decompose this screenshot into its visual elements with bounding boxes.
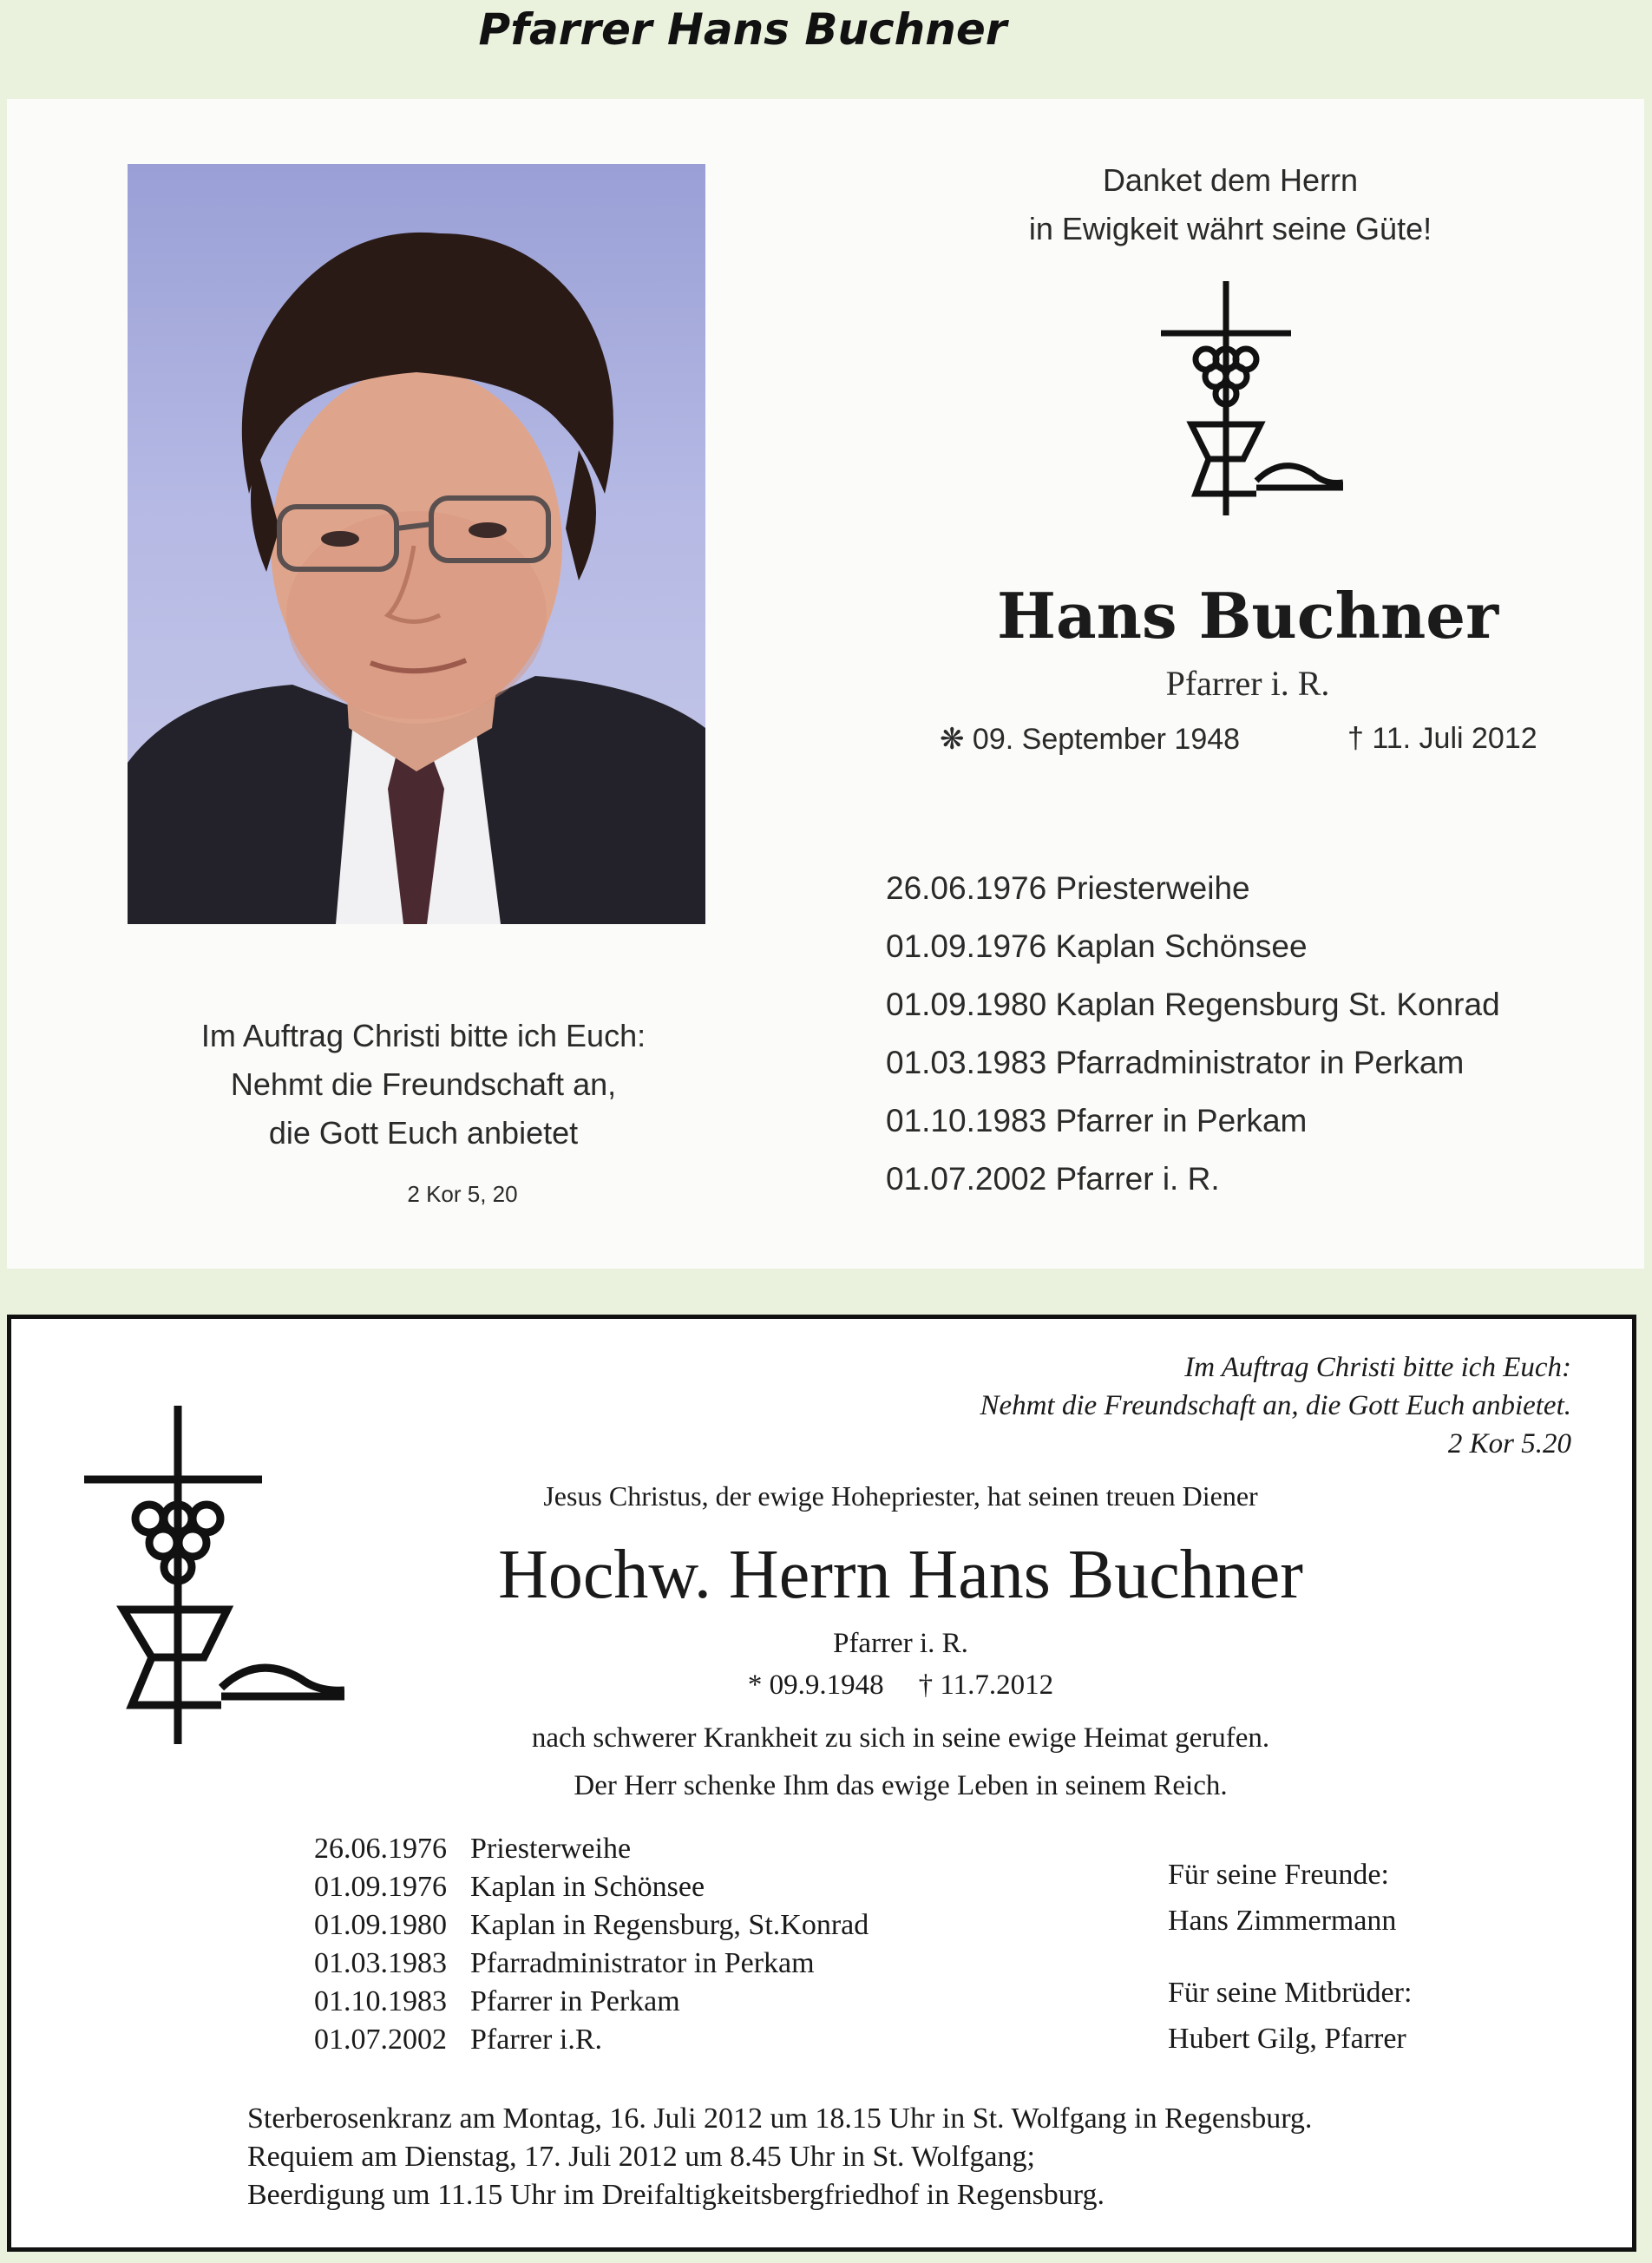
- timeline-date: 01.09.1980: [314, 1909, 447, 1941]
- closing-text: [228, 1715, 1573, 1810]
- timeline-text: Priesterweihe: [470, 1833, 632, 1865]
- friends-label: Für seine Freunde:: [1168, 1859, 1389, 1891]
- quote-line: Nehmt die Freundschaft an,: [230, 1066, 617, 1102]
- obituary-notice: [7, 1315, 1636, 2252]
- timeline-item: 01.10.1983 Pfarrer in Perkam: [886, 1103, 1308, 1138]
- quote-line: Nehmt die Freundschaft an, die Gott Euch anbietet.: [980, 1390, 1571, 1421]
- timeline-item: 26.06.1976 Priesterweihe: [886, 870, 1250, 906]
- intro-line: Jesus Christus, der ewige Hohepriester, hat seinen treuen Diener: [543, 1480, 1258, 1512]
- timeline-item: 01.09.1976 Kaplan Schönsee: [886, 928, 1308, 964]
- quote-reference: 2 Kor 5.20: [1447, 1428, 1571, 1459]
- timeline-date: 26.06.1976: [314, 1833, 447, 1865]
- quote-line: Im Auftrag Christi bitte ich Euch:: [200, 1018, 646, 1053]
- memorial-card-photo: [7, 99, 1644, 1269]
- motto-line: in Ewigkeit währt seine Güte!: [1028, 211, 1432, 246]
- timeline-item: [314, 1945, 1095, 1983]
- career-timeline: [314, 1830, 1095, 2059]
- timeline-text: Pfarrer i.R.: [470, 2024, 603, 2056]
- signatories: [1168, 1852, 1602, 2062]
- closing-line: Der Herr schenke Ihm das ewige Leben in seinem Reich.: [574, 1770, 1228, 1801]
- closing-line: nach schwerer Krankheit zu sich in seine ewige Heimat gerufen.: [531, 1722, 1270, 1754]
- timeline-item: [314, 1868, 1095, 1906]
- timeline-date: 01.07.2002: [314, 2024, 447, 2056]
- cross-chalice-icon: [1161, 281, 1343, 515]
- death-date: † 11. Juli 2012: [1347, 722, 1537, 755]
- birth-date: * 09.9.1948: [747, 1669, 884, 1701]
- timeline-item: 01.07.2002 Pfarrer i. R.: [886, 1161, 1220, 1197]
- deceased-name: Hans Buchner: [996, 579, 1499, 653]
- portrait-photo: [128, 164, 705, 924]
- timeline-item: 01.09.1980 Kaplan Regensburg St. Konrad: [886, 987, 1500, 1022]
- deceased-name: Hochw. Herrn Hans Buchner: [498, 1537, 1303, 1613]
- service-line: Sterberosenkranz am Montag, 16. Juli 2012 um 18.15 Uhr in St. Wolfgang in Regensburg.: [247, 2102, 1313, 2135]
- deceased-title: Pfarrer i. R.: [1165, 664, 1330, 703]
- brothers-name: Hubert Gilg, Pfarrer: [1168, 2023, 1406, 2055]
- career-timeline: [886, 859, 1641, 1208]
- death-date: † 11.7.2012: [918, 1669, 1054, 1701]
- timeline-text: Kaplan in Schönsee: [470, 1871, 705, 1903]
- quote-line: Im Auftrag Christi bitte ich Euch:: [1184, 1352, 1571, 1383]
- timeline-text: Pfarradministrator in Perkam: [470, 1947, 815, 1979]
- service-details: [247, 2100, 1601, 2214]
- timeline-date: 01.09.1976: [314, 1871, 447, 1903]
- deceased-title: Pfarrer i. R.: [833, 1628, 968, 1659]
- motto: [953, 156, 1508, 253]
- timeline-item: 01.03.1983 Pfarradministrator in Perkam: [886, 1045, 1465, 1080]
- page-title: Pfarrer Hans Buchner: [478, 4, 1007, 55]
- bible-quote: [111, 1012, 736, 1211]
- quote-line: die Gott Euch anbietet: [268, 1115, 579, 1151]
- timeline-item: [314, 1830, 1095, 1868]
- service-line: Beerdigung um 11.15 Uhr im Dreifaltigkeitsbergfriedhof in Regensburg.: [247, 2179, 1105, 2211]
- birth-date: ❋ 09. September 1948: [940, 723, 1241, 756]
- timeline-text: Pfarrer in Perkam: [470, 1985, 680, 2017]
- friends-name: Hans Zimmermann: [1168, 1905, 1397, 1937]
- motto-line: Danket dem Herrn: [1102, 162, 1359, 198]
- timeline-date: 01.10.1983: [314, 1985, 447, 2017]
- life-dates: [228, 1669, 1573, 1702]
- service-line: Requiem am Dienstag, 17. Juli 2012 um 8.45 Uhr in St. Wolfgang;: [247, 2141, 1035, 2173]
- bible-quote: [980, 1348, 1571, 1463]
- timeline-item: [314, 2021, 1095, 2059]
- page-header: [0, 0, 1652, 97]
- timeline-text: Kaplan in Regensburg, St.Konrad: [470, 1909, 869, 1941]
- timeline-item: [314, 1983, 1095, 2021]
- brothers-label: Für seine Mitbrüder:: [1168, 1977, 1413, 2009]
- timeline-item: [314, 1906, 1095, 1945]
- quote-reference: 2 Kor 5, 20: [407, 1181, 518, 1207]
- timeline-date: 01.03.1983: [314, 1947, 447, 1979]
